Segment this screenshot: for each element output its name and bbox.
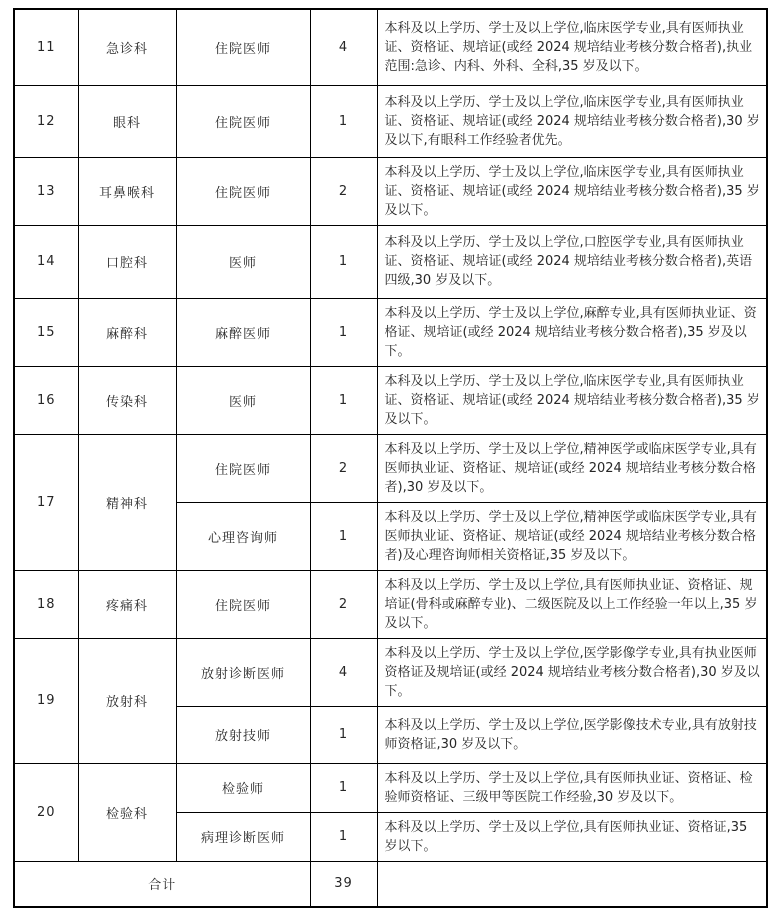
department-cell: 精神科 bbox=[78, 434, 176, 570]
requirement-cell: 本科及以上学历、学士及以上学位,口腔医学专业,具有医师执业证、资格证、规培证(或经 2024 规培结业考核分数合格者),英语四级,30 岁及以下。 bbox=[377, 225, 767, 298]
position-cell: 医师 bbox=[176, 225, 310, 298]
position-cell: 放射诊断医师 bbox=[176, 638, 310, 706]
row-number-cell: 18 bbox=[14, 570, 78, 638]
row-number-cell: 15 bbox=[14, 298, 78, 366]
total-row bbox=[14, 861, 767, 907]
table-row bbox=[14, 366, 767, 434]
count-cell: 4 bbox=[310, 9, 377, 85]
row-number-cell: 17 bbox=[14, 434, 78, 570]
row-number-cell: 19 bbox=[14, 638, 78, 763]
position-cell: 病理诊断医师 bbox=[176, 812, 310, 861]
requirement-cell: 本科及以上学历、学士及以上学位,具有医师执业证、资格证、规培证(骨科或麻醉专业)、二级医院及以上工作经验一年以上,35 岁及以下。 bbox=[377, 570, 767, 638]
department-cell: 眼科 bbox=[78, 85, 176, 157]
count-cell: 2 bbox=[310, 570, 377, 638]
requirement-cell: 本科及以上学历、学士及以上学位,医学影像技术专业,具有放射技师资格证,30 岁及以下。 bbox=[377, 706, 767, 763]
row-number-cell: 12 bbox=[14, 85, 78, 157]
table-row bbox=[14, 225, 767, 298]
requirement-cell: 本科及以上学历、学士及以上学位,麻醉专业,具有医师执业证、资格证、规培证(或经 2024 规培结业考核分数合格者),35 岁及以下。 bbox=[377, 298, 767, 366]
table-body bbox=[14, 9, 767, 907]
row-number-cell: 14 bbox=[14, 225, 78, 298]
row-number-cell: 20 bbox=[14, 763, 78, 861]
count-cell: 1 bbox=[310, 502, 377, 570]
count-cell: 2 bbox=[310, 157, 377, 225]
requirement-cell: 本科及以上学历、学士及以上学位,临床医学专业,具有医师执业证、资格证、规培证(或经 2024 规培结业考核分数合格者),35 岁及以下。 bbox=[377, 157, 767, 225]
table-row bbox=[14, 298, 767, 366]
table-row bbox=[14, 763, 767, 812]
table-row bbox=[14, 9, 767, 85]
recruitment-table bbox=[13, 8, 768, 908]
row-number-cell: 13 bbox=[14, 157, 78, 225]
requirement-cell: 本科及以上学历、学士及以上学位,精神医学或临床医学专业,具有医师执业证、资格证、规培证(或经 2024 规培结业考核分数合格者)及心理咨询师相关资格证,35 岁及以下。 bbox=[377, 502, 767, 570]
count-cell: 1 bbox=[310, 763, 377, 812]
department-cell: 传染科 bbox=[78, 366, 176, 434]
count-cell: 1 bbox=[310, 225, 377, 298]
department-cell: 耳鼻喉科 bbox=[78, 157, 176, 225]
requirement-cell: 本科及以上学历、学士及以上学位,临床医学专业,具有医师执业证、资格证、规培证(或经 2024 规培结业考核分数合格者),35 岁及以下。 bbox=[377, 366, 767, 434]
position-cell: 住院医师 bbox=[176, 157, 310, 225]
department-cell: 疼痛科 bbox=[78, 570, 176, 638]
count-cell: 4 bbox=[310, 638, 377, 706]
requirement-cell: 本科及以上学历、学士及以上学位,临床医学专业,具有医师执业证、资格证、规培证(或经 2024 规培结业考核分数合格者),30 岁及以下,有眼科工作经验者优先。 bbox=[377, 85, 767, 157]
department-cell: 放射科 bbox=[78, 638, 176, 763]
position-cell: 医师 bbox=[176, 366, 310, 434]
count-cell: 1 bbox=[310, 706, 377, 763]
count-cell: 1 bbox=[310, 366, 377, 434]
position-cell: 住院医师 bbox=[176, 9, 310, 85]
position-cell: 麻醉医师 bbox=[176, 298, 310, 366]
count-cell: 1 bbox=[310, 812, 377, 861]
department-cell: 麻醉科 bbox=[78, 298, 176, 366]
requirement-cell: 本科及以上学历、学士及以上学位,精神医学或临床医学专业,具有医师执业证、资格证、规培证(或经 2024 规培结业考核分数合格者),30 岁及以下。 bbox=[377, 434, 767, 502]
position-cell: 住院医师 bbox=[176, 570, 310, 638]
requirement-cell: 本科及以上学历、学士及以上学位,具有医师执业证、资格证、检验师资格证、三级甲等医院工作经验,30 岁及以下。 bbox=[377, 763, 767, 812]
table-row bbox=[14, 570, 767, 638]
count-cell: 1 bbox=[310, 298, 377, 366]
requirement-cell: 本科及以上学历、学士及以上学位,医学影像学专业,具有执业医师资格证及规培证(或经 2024 规培结业考核分数合格者),30 岁及以下。 bbox=[377, 638, 767, 706]
table-row bbox=[14, 157, 767, 225]
position-cell: 放射技师 bbox=[176, 706, 310, 763]
position-cell: 检验师 bbox=[176, 763, 310, 812]
table-row bbox=[14, 434, 767, 502]
department-cell: 检验科 bbox=[78, 763, 176, 861]
count-cell: 1 bbox=[310, 85, 377, 157]
row-number-cell: 16 bbox=[14, 366, 78, 434]
position-cell: 住院医师 bbox=[176, 434, 310, 502]
total-requirement-cell bbox=[377, 861, 767, 907]
department-cell: 急诊科 bbox=[78, 9, 176, 85]
position-cell: 住院医师 bbox=[176, 85, 310, 157]
department-cell: 口腔科 bbox=[78, 225, 176, 298]
row-number-cell: 11 bbox=[14, 9, 78, 85]
table-row bbox=[14, 85, 767, 157]
table-row bbox=[14, 638, 767, 706]
requirement-cell: 本科及以上学历、学士及以上学位,具有医师执业证、资格证,35 岁以下。 bbox=[377, 812, 767, 861]
total-count-cell: 39 bbox=[310, 861, 377, 907]
requirement-cell: 本科及以上学历、学士及以上学位,临床医学专业,具有医师执业证、资格证、规培证(或经 2024 规培结业考核分数合格者),执业范围:急诊、内科、外科、全科,35 岁及以下。 bbox=[377, 9, 767, 85]
position-cell: 心理咨询师 bbox=[176, 502, 310, 570]
count-cell: 2 bbox=[310, 434, 377, 502]
total-label-cell: 合计 bbox=[14, 861, 310, 907]
